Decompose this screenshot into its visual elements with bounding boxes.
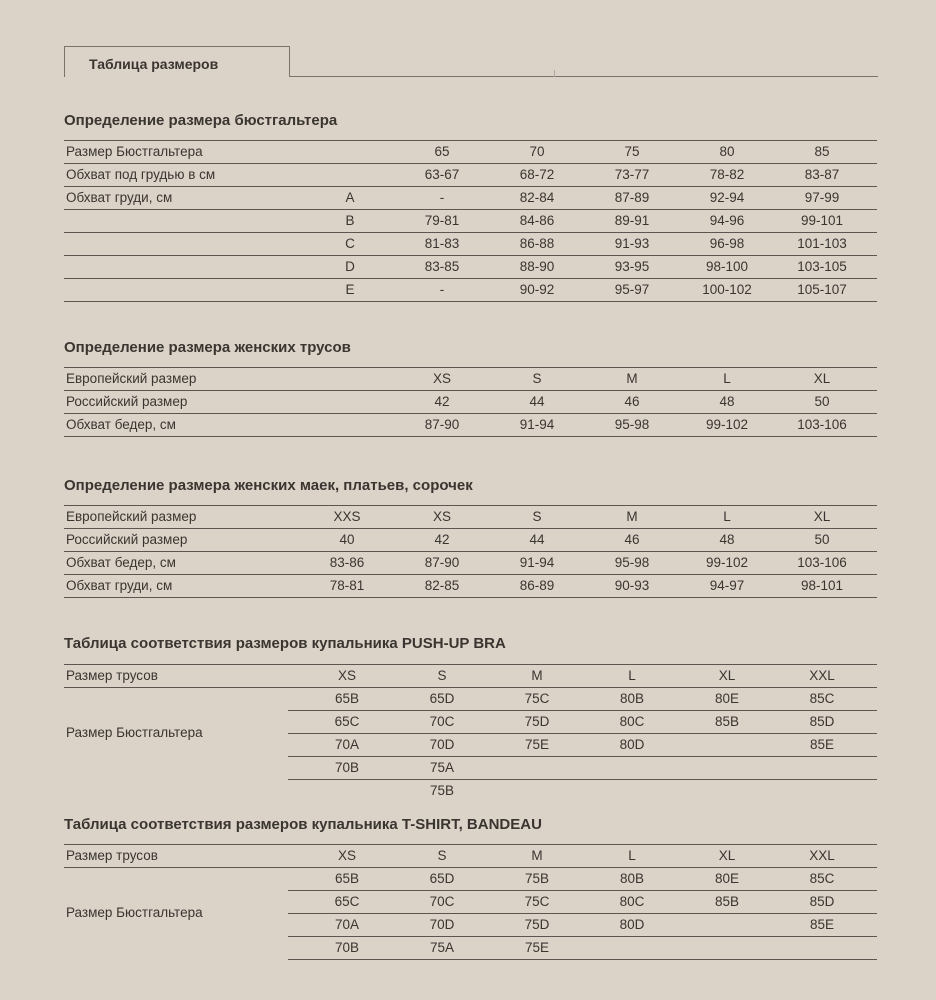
table-cell: 40 [339,532,355,547]
size-header: XXL [809,848,835,863]
table-cell: 86-88 [519,236,555,251]
table-row [64,413,877,436]
table-cell: 75 [624,144,640,159]
row-label: Европейский размер [66,371,197,386]
table-cell: 78-81 [329,578,365,593]
table-cell: 100-102 [702,282,752,297]
cup-label: E [345,282,355,297]
table-cell: 65B [334,871,360,886]
table-cell: 44 [529,532,545,547]
table-row [64,278,877,301]
table-cell: 83-86 [329,555,365,570]
table-cell: 91-94 [519,417,555,432]
table-cell: 42 [434,394,450,409]
table-cell: M [626,509,638,524]
table-cell: S [532,371,542,386]
table-cell: 98-101 [800,578,844,593]
section-title-bra: Определение размера бюстгальтера [64,112,338,129]
table-cell: - [439,282,445,297]
tab-divider [290,76,878,77]
size-header: M [531,668,543,683]
size-header: M [531,848,543,863]
table-cell: 87-89 [614,190,650,205]
table-cell: 65C [334,894,360,909]
row-label: Европейский размер [66,509,197,524]
row-label: Российский размер [66,394,188,409]
table-cell: 65D [429,871,455,886]
row-label: Обхват груди, см [66,578,173,593]
table-cell: 78-82 [709,167,745,182]
table-cell: 50 [814,394,830,409]
table-cell: 105-107 [797,282,847,297]
table-cell: - [439,190,445,205]
table-cell: 84-86 [519,213,555,228]
table-cell: 103-106 [797,555,847,570]
table-cell: 91-93 [614,236,650,251]
row-divider [288,959,877,960]
cup-label: C [345,236,355,251]
table-cell: 70D [429,737,455,752]
row-label: Размер трусов [66,668,158,683]
table-header-row [64,664,877,687]
table-cell: 50 [814,532,830,547]
table-cell: 80D [619,737,645,752]
table-cell: 48 [719,394,735,409]
table-cell: 46 [624,394,640,409]
table-cell: 80B [619,691,645,706]
table-row [64,936,877,959]
table-cell: 103-106 [797,417,847,432]
table-row [64,505,877,528]
table-cell: 85D [809,714,835,729]
table-cell: M [626,371,638,386]
table-cell: 95-97 [614,282,650,297]
table-cell: 86-89 [519,578,555,593]
row-divider [64,597,877,598]
table-cell: 101-103 [797,236,847,251]
cup-label: D [345,259,355,274]
table-cell: 75B [524,871,550,886]
table-row [64,163,877,186]
size-header: S [437,668,447,683]
table-cell: 88-90 [519,259,555,274]
table-cell: 99-101 [800,213,844,228]
table-cell: 89-91 [614,213,650,228]
row-label: Обхват бедер, см [66,417,176,432]
table-cell: 85 [814,144,830,159]
table-cell: 82-85 [424,578,460,593]
cup-label: B [345,213,355,228]
table-row [64,687,877,710]
table-cell: 85B [714,714,740,729]
table-row [64,574,877,597]
table-cell: 68-72 [519,167,555,182]
table-row [64,867,877,890]
table-cell: 70 [529,144,545,159]
row-label: Размер трусов [66,848,158,863]
table-cell: 95-98 [614,555,650,570]
table-cell: 91-94 [519,555,555,570]
tab-size-chart[interactable]: Таблица размеров [64,46,290,77]
table-cell: 85E [809,917,835,932]
table-cell: XS [432,509,451,524]
table-row [64,186,877,209]
section-title-tshirt: Таблица соответствия размеров купальника T-SHIRT, BANDEAU [64,816,542,833]
size-header: XL [718,668,736,683]
table-cell: 65B [334,691,360,706]
table-cell: 85C [809,691,835,706]
table-cell: 75E [524,737,550,752]
table-cell: 48 [719,532,735,547]
table-cell: 85E [809,737,835,752]
row-divider [64,301,877,302]
table-cell: 75A [429,940,455,955]
table-cell: 79-81 [424,213,460,228]
table-cell: 70A [334,737,360,752]
table-row [64,255,877,278]
section-title-pushup: Таблица соответствия размеров купальника PUSH-UP BRA [64,635,506,652]
table-row [64,209,877,232]
table-cell: L [723,371,731,386]
table-row [64,390,877,413]
table-cell: 85B [714,894,740,909]
table-cell: 75A [429,760,455,775]
table-cell: 94-97 [709,578,745,593]
table-cell: 87-90 [424,417,460,432]
table-cell: 99-102 [705,555,749,570]
table-row [64,232,877,255]
row-label: Обхват под грудью в см [66,167,216,182]
table-cell: 83-85 [424,259,460,274]
table-cell: XS [432,371,451,386]
table-cell: 70D [429,917,455,932]
table-cell: 65D [429,691,455,706]
table-row [64,140,877,163]
row-divider [64,436,877,437]
table-cell: 90-93 [614,578,650,593]
bra-size-label: Размер Бюстгальтера [66,905,203,920]
table-cell: 44 [529,394,545,409]
table-cell: 95-98 [614,417,650,432]
table-row [64,551,877,574]
size-header: L [628,848,636,863]
table-cell: 87-90 [424,555,460,570]
table-cell: 75D [524,917,550,932]
table-cell: XL [813,509,831,524]
table-cell: 80B [619,871,645,886]
table-cell: 70A [334,917,360,932]
size-header: XS [337,668,356,683]
table-cell: 80E [714,691,740,706]
table-cell: 75B [429,783,455,798]
section-title-panties: Определение размера женских трусов [64,339,351,356]
table-cell: 70C [429,714,455,729]
table-cell: 75E [524,940,550,955]
table-cell: 70B [334,760,360,775]
table-cell: 90-92 [519,282,555,297]
table-cell: 80C [619,714,645,729]
table-cell: 75C [524,894,550,909]
table-cell: 65 [434,144,450,159]
table-cell: 65C [334,714,360,729]
table-cell: 70B [334,940,360,955]
size-header: L [628,668,636,683]
table-cell: 85D [809,894,835,909]
table-cell: XL [813,371,831,386]
section-title-tops: Определение размера женских маек, платьев, сорочек [64,477,473,494]
table-row [64,779,877,802]
size-header: XL [718,848,736,863]
bra-size-label: Размер Бюстгальтера [66,725,203,740]
table-cell: 82-84 [519,190,555,205]
table-cell: 70C [429,894,455,909]
table-cell: 80E [714,871,740,886]
size-header: S [437,848,447,863]
cup-label: A [345,190,355,205]
table-cell: 92-94 [709,190,745,205]
table-row [64,367,877,390]
row-label: Обхват бедер, см [66,555,176,570]
row-label: Российский размер [66,532,188,547]
table-cell: 85C [809,871,835,886]
size-header: XS [337,848,356,863]
table-cell: S [532,509,542,524]
table-row [64,756,877,779]
table-row [64,528,877,551]
table-cell: 80D [619,917,645,932]
table-cell: 83-87 [804,167,840,182]
table-cell: L [723,509,731,524]
table-cell: 96-98 [709,236,745,251]
table-cell: 94-96 [709,213,745,228]
table-cell: 81-83 [424,236,460,251]
table-cell: 93-95 [614,259,650,274]
tab-divider-tick [554,70,555,77]
row-label: Размер Бюстгальтера [66,144,203,159]
table-cell: 63-67 [424,167,460,182]
table-cell: 46 [624,532,640,547]
size-header: XXL [809,668,835,683]
table-cell: 99-102 [705,417,749,432]
table-cell: 103-105 [797,259,847,274]
table-cell: 80 [719,144,735,159]
table-cell: 98-100 [705,259,749,274]
table-cell: 73-77 [614,167,650,182]
table-cell: 80C [619,894,645,909]
table-header-row [64,844,877,867]
table-cell: 97-99 [804,190,840,205]
row-label: Обхват груди, см [66,190,173,205]
table-cell: 75D [524,714,550,729]
table-cell: 42 [434,532,450,547]
table-cell: XXS [333,509,361,524]
table-cell: 75C [524,691,550,706]
